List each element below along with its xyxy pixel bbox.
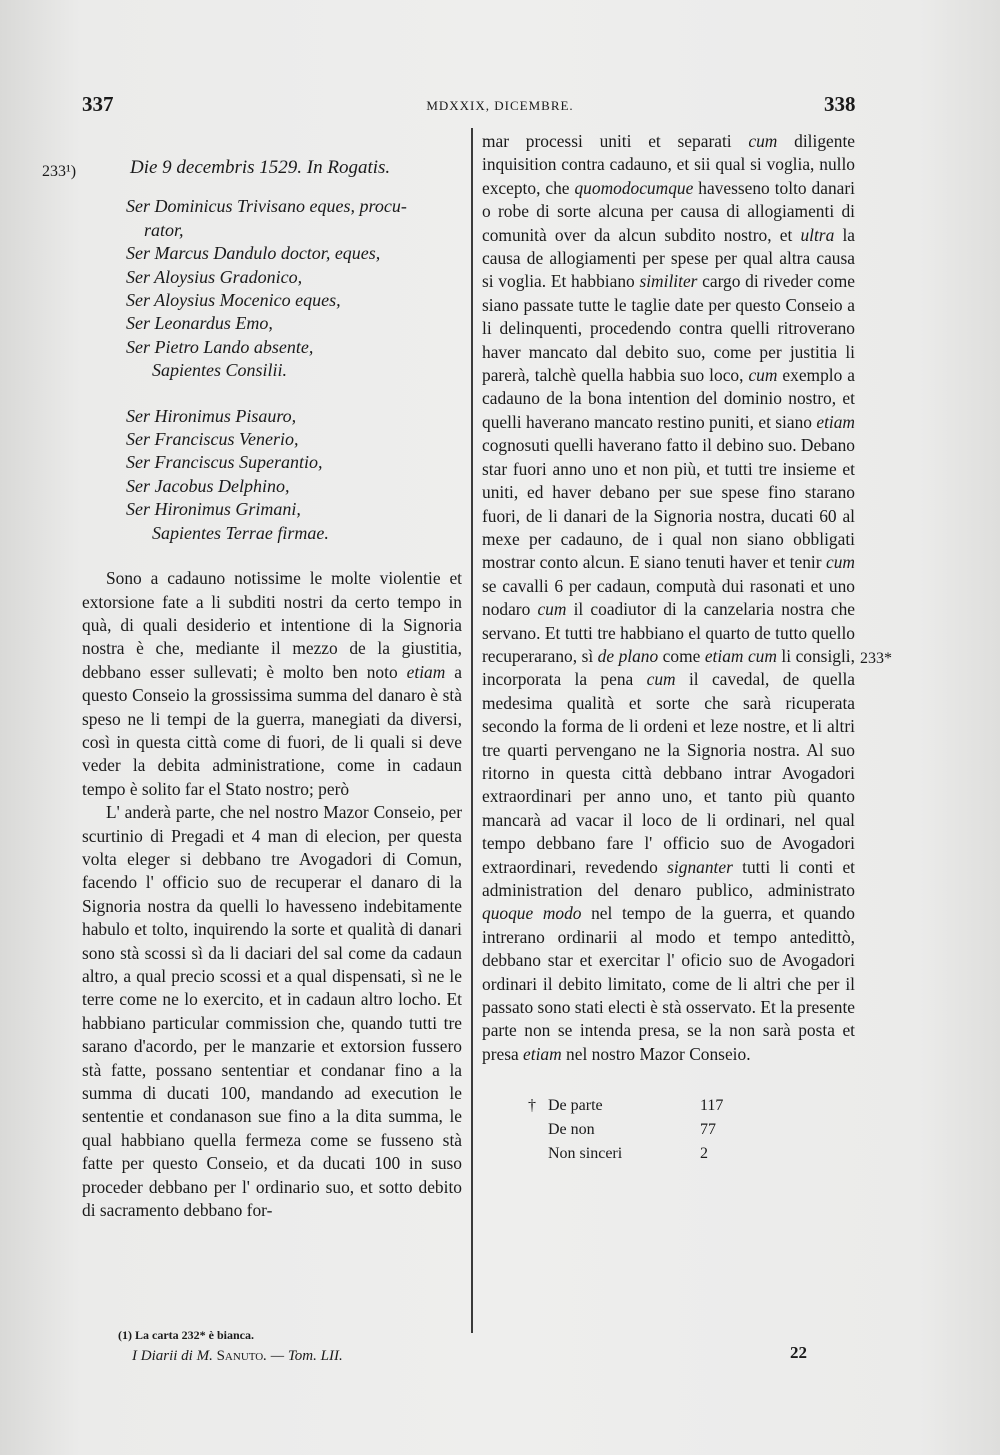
page-number-left: 337 (82, 92, 114, 116)
text-run: la causa de allogiamenti per spese per qual altra causa si voglia. Et habbiano (482, 224, 855, 292)
italic-term: cum (537, 599, 567, 620)
italic-term: cum (748, 365, 778, 386)
footer-author: Sanuto (216, 1348, 264, 1364)
page-header (0, 92, 1000, 122)
paragraph-resolution: L' anderà parte, che nel nostro Mazor Conseio, per scurtinio di Pregadi et 4 man di elecion, per questa volta eleger si debbano tre Avogadori di Comun, facendo l' officio suo de recuperar el danaro di la Signoria nostra da quelli lo havesseno indebitamente habulo et tolto, inquirendo la sorte et qualità di danari sono stà scossi sì da li daciari del sal come da cadaun altro, a qual precio scossi et a qual dispensati, sì ne le terre come ne lo exercito, et in cadaun altro locho. Et habbiano particular commission che, quando tutti tre sarano d'acordo, per le manzarie et extorsion fussero stà fatte, possano sententiar et condanar fino a la summa di ducati 100, mandando ad execution le sententie et condanason sue fino a la dita summa, le qual habbiano quella fermeza come se fusseno stà fatte per questo Conseio, et da ducati 100 in suso proceder debbano per l' ordinario suo, et sotto debito di sacramento debbano for- (82, 802, 462, 1221)
text-run: nel nostro Mazor Conseio. (561, 1043, 751, 1064)
text-run: havesseno tolto danari o robe di sorte alcuna per causa di allogiamenti di comunità over da alcun subdito nostro, et (482, 177, 856, 245)
text-run: diligente inquisition contra cadauno, et sii qual si voglia, nullo excepto, che (482, 131, 855, 198)
italic-term: similiter (639, 271, 698, 292)
vote-label: Non sinceri (548, 1145, 623, 1163)
vote-tally (528, 1094, 855, 1166)
left-column (82, 130, 462, 1222)
member-name: Ser Dominicus Trivisano eques, procu- (126, 196, 407, 217)
footnote: (1) La carta 232* è bianca. (118, 1328, 254, 1342)
council-title: Sapientes Terrae firmae. (152, 522, 329, 543)
vote-row (528, 1094, 855, 1118)
text-run: Sono a cadauno notissime le molte violentie et extorsione fate a li subditi nostri da certo tempo in quà, di quali desiderio et intentione di la Signoria nostra è che, mediante il mezzo de la giustitia, debbano esser sullevati; è molto ben noto (82, 568, 462, 682)
text-run: il coadiutor di la canzelaria nostra che servano. Et tutti tre habbiano el quarto de tutto quello recuperarano, sì (482, 599, 856, 666)
italic-term: etiam (406, 661, 446, 682)
text-run: tutti li conti et administration del denaro publico, administrato (482, 856, 855, 900)
vote-label: De parte (548, 1097, 603, 1115)
member-name-continuation: rator, (144, 219, 184, 240)
member-name: Ser Pietro Lando absente, (126, 336, 314, 357)
footer-prefix: I Diarii di M. (132, 1348, 213, 1364)
running-title: MDXXIX, DICEMBRE. (426, 98, 574, 113)
page-number-right: 338 (824, 92, 856, 116)
member-name: Ser Marcus Dandulo doctor, eques, (126, 243, 381, 264)
text-run: li consigli, incorporata la pena (482, 645, 855, 690)
paragraph-continuation (482, 130, 855, 1066)
italic-term: quoque modo (482, 903, 582, 924)
session-heading: Die 9 decembris 1529. In Rogatis. (130, 157, 391, 178)
footer-suffix: — Tom. LII. (270, 1348, 343, 1364)
italic-term: signanter (667, 856, 733, 877)
column-divider (471, 128, 473, 1333)
vote-count: 77 (700, 1121, 716, 1139)
member-name: Ser Franciscus Superantio, (126, 452, 323, 473)
italic-term: ultra (800, 224, 835, 245)
text-run: il cavedal, de quella medesima qualità et sorte che sarà ricuperata secondo la forma de li ordeni et leze nostre, et li altri tre quarti pervengano ne la Signoria nostra. Al suo ritorno in questa città debbano intrar Avogadori extraordinari per anno uno, et tanto più quanto mancarà ad vacar il loco de li ordinari, nel qual tempo debbano fare l' officio suo de Avogadori extraordinari, revedendo (482, 669, 855, 877)
footer-citation: I Diarii di M. Sanuto. — Tom. LII. (132, 1348, 343, 1364)
sapientes-terrae-firmae-list (82, 405, 462, 545)
text-run: exemplo a cadauno de la bona intention del dominio nostro, et quelli haverano mancato restino puniti, et siano (482, 365, 855, 432)
italic-term: etiam (816, 411, 855, 432)
signature-mark: 22 (790, 1343, 807, 1362)
member-name: Ser Jacobus Delphino, (126, 475, 290, 496)
text-run: come (658, 645, 705, 666)
council-title: Sapientes Consilii. (152, 360, 287, 381)
text-run: cargo di riveder come siano passate tutte le taglie date per questo Conseio a li delinquenti, procedendo contra quelli ritroverano haver mancato dal debito suo, come per justitia li parerà, talchè quella habbia suo loco, (482, 271, 855, 386)
paragraph-preamble (82, 567, 462, 801)
italic-term: cum (826, 552, 855, 573)
vote-label: De non (548, 1121, 595, 1139)
italic-term: etiam cum (704, 645, 777, 666)
member-name: Ser Aloysius Gradonico, (126, 266, 303, 287)
vote-count: 117 (700, 1097, 724, 1115)
member-name: Ser Aloysius Mocenico eques, (126, 290, 341, 311)
vote-count: 2 (700, 1145, 708, 1163)
sapientes-consilii-list (82, 195, 462, 382)
italic-term: cum (646, 669, 676, 690)
text-run: a questo Conseio la grossissima summa del danaro è stà speso ne li tempi de la guerra, manegiati da diversi, così in questa città come di fuori, de li quali si deve veder la debita administratione, come in cadaun tempo è solito far el Stato nostro; però (82, 661, 462, 799)
text-run: nel tempo de la guerra, et quando intrerano ordinarii al modo et tempo antedittò, debbano star et exercitar l' oficio suo de Avogadori ordinari il debito limitato, come de li altri che per il passato sono stati electi è stà osservato. Et la presente parte non se intenda presa, se la non sarà posta et presa (482, 903, 855, 1064)
italic-term: quomodocumque (574, 177, 694, 198)
vote-row (528, 1118, 855, 1142)
right-column (482, 130, 855, 1166)
dagger-mark: † (528, 1097, 536, 1115)
vote-row (528, 1142, 855, 1166)
text-run: se cavalli 6 per cadaun, computà dui rasonati et uno nodaro (482, 575, 855, 620)
member-name: Ser Leonardus Emo, (126, 313, 273, 334)
member-name: Ser Hironimus Pisauro, (126, 405, 297, 426)
margin-note-left: 233¹) (42, 163, 77, 180)
member-name: Ser Franciscus Venerio, (126, 429, 299, 450)
text-run: cognosuti quelli haverano fatto il debino suo. Debano star fuori anno uno et non più, et tutti tre insieme et uniti, ed haver debano per sue spese fino starano fuori, de li danari de la Signoria nostra, ducati 60 al mexe per cadauno, de i qual non siano obbligati mostrar conto alcun. E siano tenuti haver et tenir (482, 435, 855, 573)
member-name: Ser Hironimus Grimani, (126, 499, 301, 520)
italic-term: de plano (597, 645, 659, 666)
margin-note-right: 233* (860, 650, 892, 667)
text-run: mar processi uniti et separati (482, 131, 749, 151)
italic-term: cum (748, 131, 778, 151)
italic-term: etiam (523, 1043, 562, 1064)
